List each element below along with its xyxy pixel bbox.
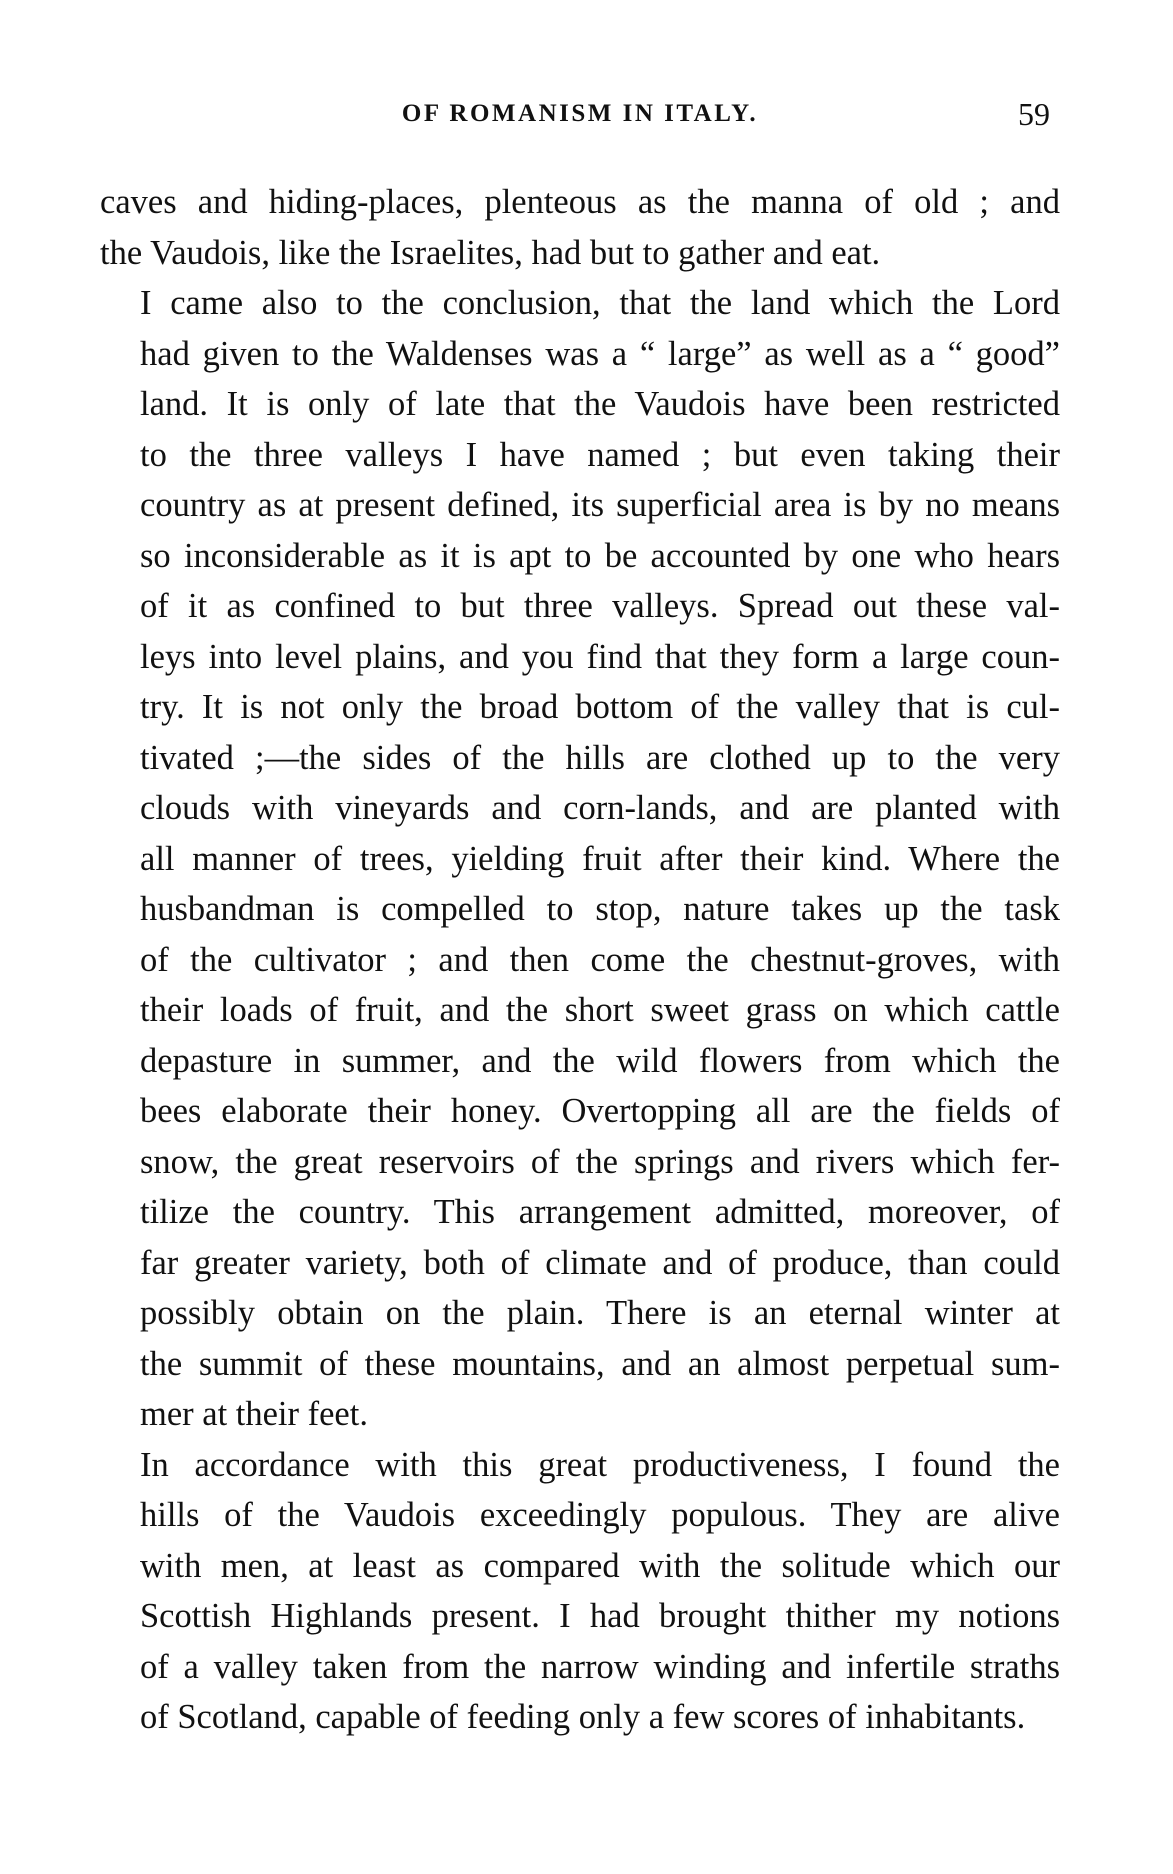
- text-line: so inconsiderable as it is apt to be accounted by one who hears: [140, 536, 1060, 575]
- text-line: far greater variety, both of climate and of produce, than could: [140, 1243, 1060, 1282]
- text-line: the summit of these mountains, and an almost perpetual sum-: [140, 1344, 1060, 1383]
- text-line: tilize the country. This arrangement admitted, moreover, of: [140, 1193, 1060, 1231]
- text-line: hills of the Vaudois exceedingly populous. They are alive: [140, 1496, 1060, 1534]
- text-line: mer at their feet.: [140, 1395, 368, 1433]
- text-line: had given to the Waldenses was a “ large” as well as a “ good”: [140, 334, 1060, 373]
- text-line: caves and hiding-places, plenteous as the manna of old ; and: [100, 183, 1060, 221]
- text-line: their loads of fruit, and the short sweet grass on which cattle: [140, 991, 1060, 1029]
- text-line: depasture in summer, and the wild flowers from which the: [140, 1041, 1060, 1080]
- paragraph: [100, 177, 1060, 278]
- page-number: 59: [1018, 96, 1050, 132]
- text-line: country as at present defined, its superficial area is by no means: [140, 486, 1060, 524]
- text-line: of a valley taken from the narrow winding and infertile straths: [140, 1647, 1060, 1686]
- paragraph: [100, 1440, 1060, 1743]
- text-line: husbandman is compelled to stop, nature takes up the task: [140, 890, 1060, 928]
- text-line: Scottish Highlands present. I had brought thither my notions: [140, 1597, 1060, 1635]
- text-line: of Scotland, capable of feeding only a few scores of inhabitants.: [140, 1698, 1026, 1736]
- text-line: I came also to the conclusion, that the land which the Lord: [140, 284, 1060, 322]
- text-line: clouds with vineyards and corn-lands, and are planted with: [140, 789, 1060, 827]
- text-line: snow, the great reservoirs of the springs and rivers which fer-: [140, 1142, 1060, 1181]
- text-line: of the cultivator ; and then come the chestnut-groves, with: [140, 940, 1060, 979]
- text-line: of it as confined to but three valleys. Spread out these val-: [140, 587, 1060, 625]
- text-line: In accordance with this great productiveness, I found the: [140, 1445, 1060, 1484]
- running-head: [100, 96, 1060, 136]
- text-line: bees elaborate their honey. Overtopping all are the fields of: [140, 1092, 1060, 1130]
- text-line: the Vaudois, like the Israelites, had but to gather and eat.: [100, 233, 881, 272]
- text-line: tivated ;—the sides of the hills are clothed up to the very: [140, 738, 1060, 777]
- text-line: try. It is not only the broad bottom of the valley that is cul-: [140, 688, 1060, 726]
- text-line: with men, at least as compared with the solitude which our: [140, 1546, 1060, 1585]
- text-line: possibly obtain on the plain. There is an eternal winter at: [140, 1294, 1060, 1332]
- text-line: all manner of trees, yielding fruit after their kind. Where the: [140, 839, 1060, 878]
- text-line: land. It is only of late that the Vaudois have been restricted: [140, 385, 1060, 423]
- body-text: [100, 177, 1060, 1743]
- paragraph: [100, 278, 1060, 1440]
- text-line: to the three valleys I have named ; but even taking their: [140, 435, 1060, 474]
- text-line: leys into level plains, and you find that they form a large coun-: [140, 637, 1060, 676]
- running-title: OF ROMANISM IN ITALY.: [401, 100, 759, 127]
